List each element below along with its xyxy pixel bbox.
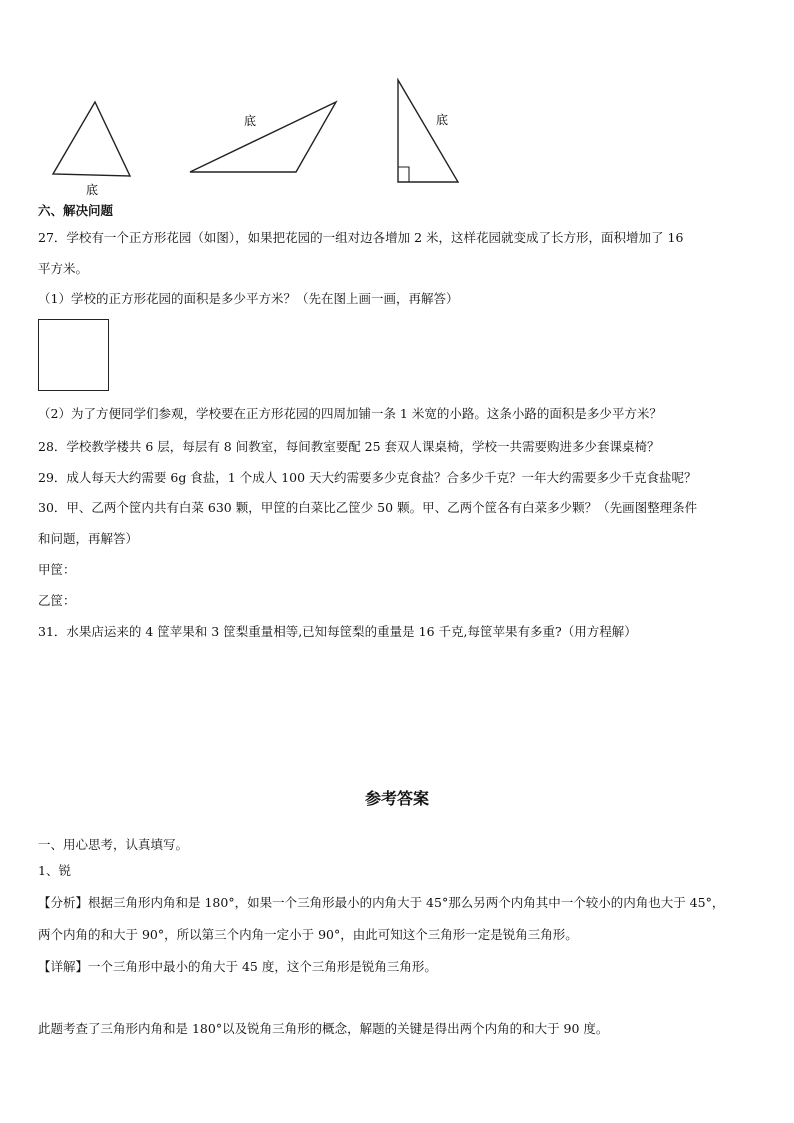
answer-key-title: 参考答案 xyxy=(364,789,429,808)
obtuse-triangle xyxy=(190,102,336,172)
right-angle-mark xyxy=(398,167,409,182)
problem-27-text-cont: 平方米。 xyxy=(38,261,89,276)
answer-1-comment: 此题考查了三角形内角和是 180°以及锐角三角形的概念，解题的关键是得出两个内角的和大于 90 度。 xyxy=(38,1021,609,1036)
problem-28-text: 28．学校教学楼共 6 层，每层有 8 间教室，每间教室要配 25 套双人课桌椅，学校一共需要购进多少套课桌椅？ xyxy=(38,439,660,454)
problem-27-part2: （2）为了方便同学们参观，学校要在正方形花园的四周加铺一条 1 米宽的小路。这条小路的面积是多少平方米？ xyxy=(38,406,662,421)
problem-31-text: 31．水果店运来的 4 筐苹果和 3 筐梨重量相等,已知每筐梨的重量是 16 千克,每筐苹果有多重?（用方程解） xyxy=(38,624,637,639)
section-six-heading: 六、解决问题 xyxy=(38,203,114,218)
basket-jia-label: 甲筐： xyxy=(38,562,76,577)
triangle1-base-label: 底 xyxy=(86,183,99,197)
answer-section-one-heading: 一、用心思考，认真填写。 xyxy=(38,837,189,852)
basket-yi-label: 乙筐： xyxy=(38,593,76,608)
triangle-figures xyxy=(0,0,794,200)
answer-1-analysis: 【分析】根据三角形内角和是 180°，如果一个三角形最小的内角大于 45°那么另两个内角其中一个较小的内角也大于 45°， xyxy=(38,895,725,910)
answer-1: 1、锐 xyxy=(38,863,71,878)
problem-27-text: 27．学校有一个正方形花园（如图），如果把花园的一组对边各增加 2 米，这样花园就变成了长方形，面积增加了 16 xyxy=(38,230,684,245)
answer-1-detail: 【详解】一个三角形中最小的角大于 45 度，这个三角形是锐角三角形。 xyxy=(38,959,437,974)
triangle2-base-label: 底 xyxy=(244,114,257,128)
problem-30-text: 30．甲、乙两个筐内共有白菜 630 颗，甲筐的白菜比乙筐少 50 颗。甲、乙两个筐各有白菜多少颗？（先画图整理条件 xyxy=(38,500,698,515)
equilateral-triangle xyxy=(53,102,130,176)
problem-29-text: 29．成人每天大约需要 6g 食盐，1 个成人 100 天大约需要多少克食盐？合多少千克？一年大约需要多少千克食盐呢？ xyxy=(38,470,697,485)
triangle3-base-label: 底 xyxy=(436,113,449,127)
problem-30-text-cont: 和问题，再解答） xyxy=(38,531,139,546)
problem-27-part1: （1）学校的正方形花园的面积是多少平方米？（先在图上画一画，再解答） xyxy=(38,291,459,306)
answer-1-analysis-cont: 两个内角的和大于 90°，所以第三个内角一定小于 90°，由此可知这个三角形一定是锐角三角形。 xyxy=(38,927,578,942)
square-garden-figure xyxy=(38,319,109,391)
